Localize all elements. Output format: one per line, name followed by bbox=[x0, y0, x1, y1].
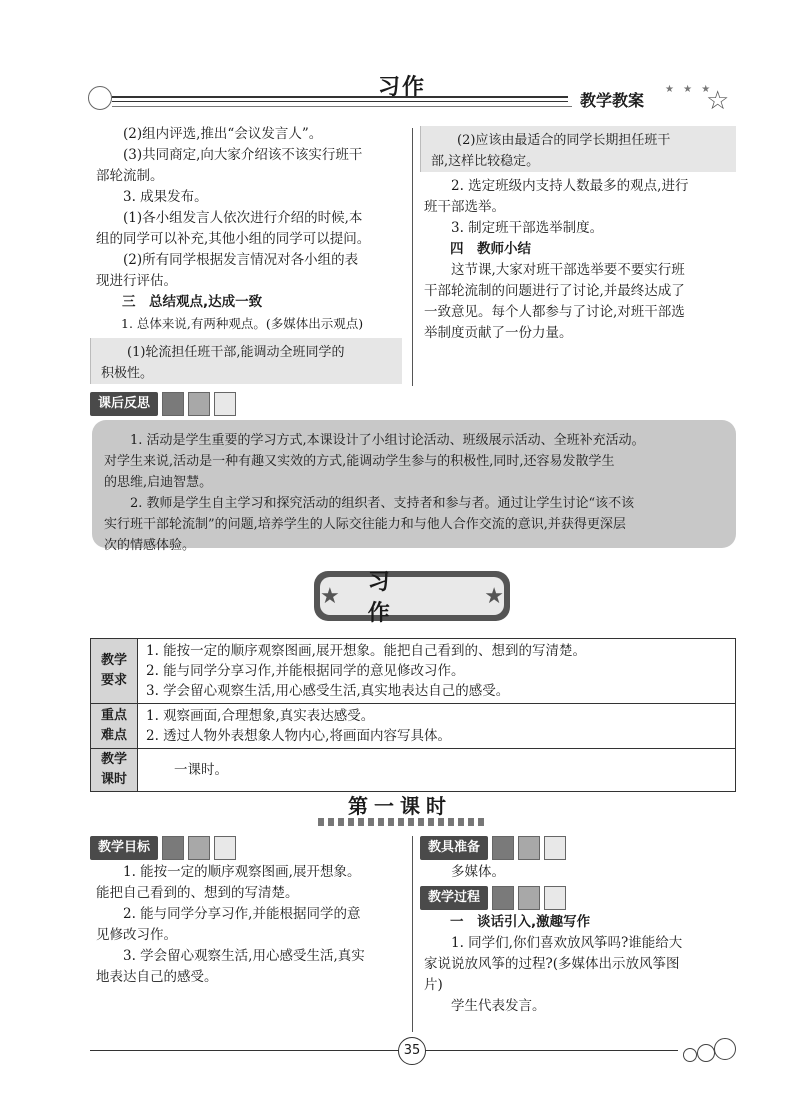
header-swirl-icon bbox=[88, 86, 112, 110]
page-number: 35 bbox=[398, 1037, 426, 1065]
column-divider bbox=[412, 128, 413, 386]
text-line: 1. 总体来说,有两种观点。(多媒体出示观点) bbox=[121, 316, 364, 331]
tab-square bbox=[214, 392, 236, 416]
section-heading: 一 谈话引入,激趣写作 bbox=[450, 914, 591, 930]
text-line: 举制度贡献了一份力量。 bbox=[424, 325, 573, 341]
header-rule-2 bbox=[112, 101, 568, 102]
tab-square bbox=[544, 836, 566, 860]
text-line: 现进行评估。 bbox=[96, 273, 177, 289]
text-line: 3. 成果发布。 bbox=[123, 189, 208, 205]
text-line: 3. 学会留心观察生活,用心感受生活,真实 bbox=[123, 948, 365, 964]
text-line: 地表达自己的感受。 bbox=[96, 969, 218, 985]
tab-square bbox=[492, 886, 514, 910]
tab-square bbox=[162, 392, 184, 416]
star-icon: ★ bbox=[484, 583, 504, 609]
table-item: 3. 学会留心观察生活,用心感受生活,真实地表达自己的感受。 bbox=[146, 683, 510, 699]
tab-square bbox=[492, 836, 514, 860]
lesson-title: 第一课时 bbox=[348, 794, 452, 818]
row-header bbox=[91, 639, 138, 704]
bubble-icon bbox=[683, 1048, 697, 1062]
tab-square bbox=[188, 836, 210, 860]
tab-square bbox=[214, 836, 236, 860]
column-divider bbox=[412, 836, 413, 1032]
tools-tab bbox=[420, 836, 566, 860]
goals-table bbox=[90, 638, 736, 792]
header-rule bbox=[112, 96, 568, 98]
quote-line: (2)应该由最适合的同学长期担任班干 bbox=[457, 133, 671, 148]
header-rule-3 bbox=[112, 106, 572, 107]
tab-square bbox=[188, 392, 210, 416]
text-line: 家说说放风筝的过程?(多媒体出示放风筝图 bbox=[424, 956, 680, 972]
text-line: 实行班干部轮流制”的问题,培养学生的人际交往能力和与他人合作交流的意识,并获得更深层 bbox=[104, 517, 626, 532]
section-heading: 三 总结观点,达成一致 bbox=[122, 294, 263, 310]
quote-line: 部,这样比较稳定。 bbox=[431, 154, 540, 169]
left-column bbox=[96, 124, 402, 334]
tab-label: 教具准备 bbox=[420, 836, 488, 860]
text-line: 次的情感体验。 bbox=[104, 538, 196, 553]
text-line: 干部轮流制的问题进行了讨论,并最终达成了 bbox=[424, 283, 685, 299]
text-line: 组的同学可以补充,其他小组的同学可以提问。 bbox=[96, 231, 371, 247]
process-text bbox=[424, 912, 736, 1017]
text-line: 这节课,大家对班干部选举要不要实行班 bbox=[451, 262, 685, 278]
tab-label: 课后反思 bbox=[90, 392, 158, 416]
header-title: 习作 bbox=[378, 75, 427, 100]
text-line: 片) bbox=[424, 977, 443, 993]
reflection-tab bbox=[90, 392, 236, 416]
row-header-line: 教学 bbox=[100, 653, 127, 668]
text-line: 1. 同学们,你们喜欢放风筝吗?谁能给大 bbox=[451, 935, 683, 951]
objectives-tab bbox=[90, 836, 236, 860]
tab-square bbox=[162, 836, 184, 860]
bubble-icon bbox=[714, 1038, 736, 1060]
star-icon: ☆ bbox=[706, 86, 730, 116]
text-line: 的思维,启迪智慧。 bbox=[104, 475, 213, 490]
row-header-line: 难点 bbox=[100, 728, 127, 743]
row-content bbox=[138, 749, 736, 792]
text-line: 对学生来说,活动是一种有趣又实效的方式,能调动学生参与的积极性,同时,还容易发散学生 bbox=[104, 454, 615, 469]
banner-inner bbox=[320, 569, 504, 626]
text-line: 2. 选定班级内支持人数最多的观点,进行 bbox=[451, 178, 689, 194]
text-line: 2. 能与同学分享习作,并能根据同学的意 bbox=[123, 906, 361, 922]
reflection-box bbox=[92, 420, 736, 553]
tab-square bbox=[544, 886, 566, 910]
text-line: 1. 活动是学生重要的学习方式,本课设计了小组讨论活动、班级展示活动、全班补充活动。 bbox=[130, 433, 645, 448]
row-header-line: 教学 bbox=[100, 752, 127, 767]
tab-label: 教学过程 bbox=[420, 886, 488, 910]
row-header bbox=[91, 704, 138, 749]
row-header-line: 要求 bbox=[100, 673, 127, 688]
text-line: 一致意见。每个人都参与了讨论,对班干部选 bbox=[424, 304, 685, 320]
small-stars-icon: ★ ★ ★ bbox=[665, 84, 714, 95]
section-banner bbox=[314, 569, 510, 626]
header-right-label: 教学教案 bbox=[580, 91, 645, 110]
row-content bbox=[138, 639, 736, 704]
right-column bbox=[424, 176, 736, 344]
row-header bbox=[91, 749, 138, 792]
table-row bbox=[91, 749, 736, 792]
text-line: 学生代表发言。 bbox=[451, 998, 546, 1014]
tab-square bbox=[518, 886, 540, 910]
tab-label: 教学目标 bbox=[90, 836, 158, 860]
text-line: 1. 能按一定的顺序观察图画,展开想象。 bbox=[123, 864, 361, 880]
bubble-icon bbox=[697, 1044, 715, 1062]
table-item: 1. 观察画面,合理想象,真实表达感受。 bbox=[146, 708, 375, 724]
table-item: 一课时。 bbox=[174, 762, 228, 778]
table-item: 2. 能与同学分享习作,并能根据同学的意见修改习作。 bbox=[146, 663, 465, 679]
text-line: 部轮流制。 bbox=[96, 168, 164, 184]
banner-title: 习作 bbox=[367, 569, 420, 626]
table-item: 1. 能按一定的顺序观察图画,展开想象。能把自己看到的、想到的写清楚。 bbox=[146, 643, 586, 659]
quote-box bbox=[420, 126, 736, 172]
tab-square bbox=[518, 836, 540, 860]
row-header-line: 重点 bbox=[100, 708, 127, 723]
text-line: (3)共同商定,向大家介绍该不该实行班干 bbox=[123, 147, 363, 163]
footer-rule bbox=[90, 1050, 678, 1051]
text-line: (1)各小组发言人依次进行介绍的时候,本 bbox=[123, 210, 363, 226]
text-line: 能把自己看到的、想到的写清楚。 bbox=[96, 885, 299, 901]
table-row bbox=[91, 639, 736, 704]
quote-line: 积极性。 bbox=[101, 366, 154, 381]
table-item: 2. 透过人物外表想象人物内心,将画面内容写具体。 bbox=[146, 728, 451, 744]
text-line: 见修改习作。 bbox=[96, 927, 177, 943]
section-heading: 四 教师小结 bbox=[450, 241, 531, 257]
text-line: 3. 制定班干部选举制度。 bbox=[451, 220, 604, 236]
text-line: (2)组内评选,推出“会议发言人”。 bbox=[123, 126, 323, 142]
process-tab bbox=[420, 886, 566, 910]
quote-box bbox=[90, 338, 402, 384]
text-line: (2)所有同学根据发言情况对各小组的表 bbox=[123, 252, 359, 268]
row-header-line: 课时 bbox=[100, 772, 127, 787]
text-line: 2. 教师是学生自主学习和探究活动的组织者、支持者和参与者。通过让学生讨论“该不该 bbox=[130, 496, 635, 511]
title-underline-dots bbox=[318, 818, 486, 826]
tools-text: 多媒体。 bbox=[451, 864, 505, 880]
table-row bbox=[91, 704, 736, 749]
star-icon: ★ bbox=[320, 583, 340, 609]
quote-line: (1)轮流担任班干部,能调动全班同学的 bbox=[127, 345, 345, 360]
objectives-text bbox=[96, 862, 406, 988]
text-line: 班干部选举。 bbox=[424, 199, 505, 215]
row-content bbox=[138, 704, 736, 749]
